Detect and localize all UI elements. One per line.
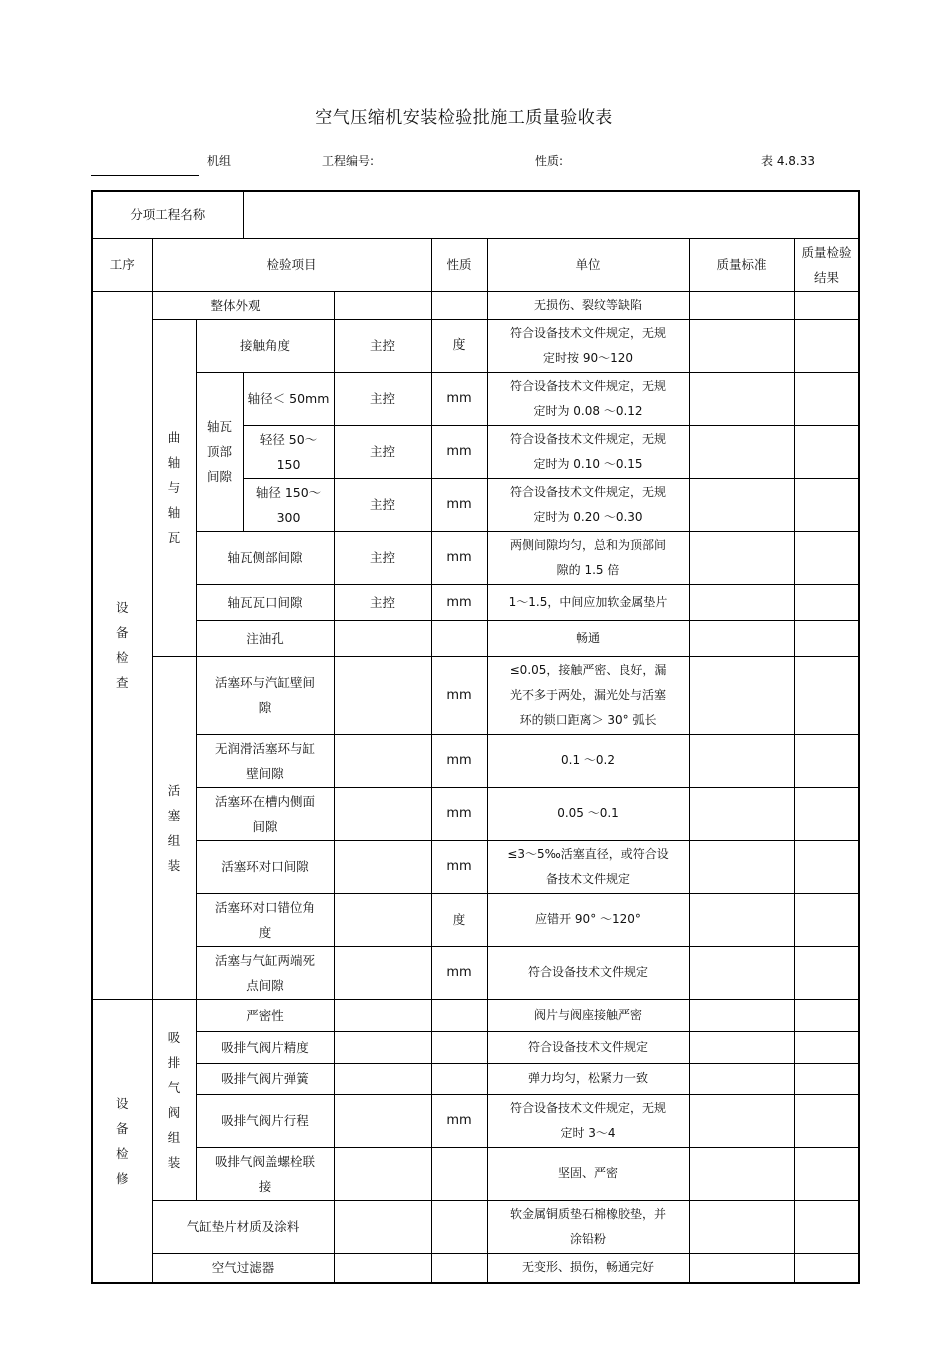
- table-row: [92, 946, 859, 999]
- standard-cell: 0.1 ～0.2: [487, 734, 689, 787]
- nature-cell: 主控: [334, 478, 431, 531]
- table-row: [92, 1094, 859, 1147]
- nature-label: 性质:: [535, 154, 564, 168]
- standard-cell: 符合设备技术文件规定: [487, 946, 689, 999]
- unit-cell: [431, 291, 487, 319]
- unit-cell: 度: [431, 893, 487, 946]
- nature-cell: [334, 291, 431, 319]
- standard-cell: 畅通: [487, 620, 689, 656]
- nature-cell: 主控: [334, 425, 431, 478]
- page-title: 空气压缩机安装检验批施工质量验收表: [315, 108, 613, 128]
- nature-cell: [334, 1031, 431, 1063]
- result-cell[interactable]: [689, 1200, 794, 1253]
- group-bearing-top-clearance: 轴瓦 顶部 间隙: [196, 372, 243, 531]
- group-crankshaft-bearing: 曲 轴 与 轴 瓦: [152, 319, 196, 656]
- unit-cell: [431, 999, 487, 1031]
- nature-cell: [334, 1147, 431, 1200]
- table-row: [92, 1147, 859, 1200]
- item-label: 整体外观: [152, 291, 334, 319]
- nature-cell: [334, 656, 431, 734]
- col-standard: 质量标准: [689, 238, 794, 291]
- conclusion-cell[interactable]: [794, 840, 859, 893]
- table-row: [92, 1253, 859, 1283]
- conclusion-cell[interactable]: [794, 1063, 859, 1094]
- item-label: 轴径＜ 50mm: [243, 372, 334, 425]
- col-process: 工序: [92, 238, 152, 291]
- nature-cell: [334, 1094, 431, 1147]
- column-header-row: [92, 238, 859, 291]
- col-nature: 性质: [431, 238, 487, 291]
- table-row: [92, 584, 859, 620]
- nature-cell: [334, 946, 431, 999]
- standard-cell: ≤0.05，接触严密、良好，漏 光不多于两处，漏光处与活塞 环的锁口距离＞ 30° 弧长: [487, 656, 689, 734]
- table-number: 表 4.8.33: [761, 154, 815, 168]
- result-cell[interactable]: [689, 620, 794, 656]
- sub-project-row: [92, 191, 859, 238]
- conclusion-cell[interactable]: [794, 291, 859, 319]
- item-label: 吸排气阀盖螺栓联 接: [196, 1147, 334, 1200]
- item-label: 吸排气阀片弹簧: [196, 1063, 334, 1094]
- nature-cell: [334, 1253, 431, 1283]
- item-label: 轴瓦侧部间隙: [196, 531, 334, 584]
- nature-cell: [334, 734, 431, 787]
- conclusion-cell[interactable]: [794, 372, 859, 425]
- result-cell[interactable]: [689, 478, 794, 531]
- standard-cell: 符合设备技术文件规定: [487, 1031, 689, 1063]
- standard-cell: 1～1.5，中间应加软金属垫片: [487, 584, 689, 620]
- unit-label: 机组: [207, 154, 232, 168]
- item-label: 无润滑活塞环与缸 壁间隙: [196, 734, 334, 787]
- table-row: [92, 531, 859, 584]
- conclusion-cell[interactable]: [794, 531, 859, 584]
- standard-cell: 阀片与阀座接触严密: [487, 999, 689, 1031]
- unit-cell: mm: [431, 656, 487, 734]
- result-cell[interactable]: [689, 319, 794, 372]
- result-cell[interactable]: [689, 999, 794, 1031]
- table-row: [92, 840, 859, 893]
- conclusion-cell[interactable]: [794, 1147, 859, 1200]
- conclusion-cell[interactable]: [794, 656, 859, 734]
- nature-cell: [334, 1200, 431, 1253]
- unit-cell: mm: [431, 946, 487, 999]
- item-label: 活塞环对口间隙: [196, 840, 334, 893]
- table-row: [92, 372, 859, 425]
- table-row: [92, 656, 859, 734]
- conclusion-cell[interactable]: [794, 478, 859, 531]
- unit-cell: [431, 1031, 487, 1063]
- conclusion-cell[interactable]: [794, 893, 859, 946]
- sub-project-value[interactable]: [243, 191, 859, 238]
- item-label: 轻径 50～ 150: [243, 425, 334, 478]
- conclusion-cell[interactable]: [794, 999, 859, 1031]
- item-label: 轴径 150～ 300: [243, 478, 334, 531]
- unit-cell: mm: [431, 787, 487, 840]
- unit-cell: [431, 1200, 487, 1253]
- table-row: [92, 291, 859, 319]
- item-label: 活塞环对口错位角 度: [196, 893, 334, 946]
- result-cell[interactable]: [689, 1253, 794, 1283]
- standard-cell: 无变形、损伤，畅通完好: [487, 1253, 689, 1283]
- result-cell[interactable]: [689, 1094, 794, 1147]
- unit-cell: 度: [431, 319, 487, 372]
- unit-cell: [431, 1063, 487, 1094]
- table-row: [92, 999, 859, 1031]
- unit-cell: mm: [431, 1094, 487, 1147]
- conclusion-cell[interactable]: [794, 584, 859, 620]
- result-cell[interactable]: [689, 734, 794, 787]
- table-row: [92, 1063, 859, 1094]
- item-label: 轴瓦瓦口间隙: [196, 584, 334, 620]
- standard-cell: 两侧间隙均匀，总和为顶部间 隙的 1.5 倍: [487, 531, 689, 584]
- standard-cell: 符合设备技术文件规定，无规 定时为 0.20 ～0.30: [487, 478, 689, 531]
- result-cell[interactable]: [689, 291, 794, 319]
- nature-cell: [334, 999, 431, 1031]
- nature-cell: 主控: [334, 319, 431, 372]
- nature-cell: [334, 893, 431, 946]
- sub-project-label: 分项工程名称: [92, 191, 243, 238]
- conclusion-cell[interactable]: [794, 319, 859, 372]
- nature-cell: [334, 620, 431, 656]
- result-cell[interactable]: [689, 893, 794, 946]
- nature-cell: [334, 787, 431, 840]
- unit-cell: mm: [431, 840, 487, 893]
- unit-cell: mm: [431, 584, 487, 620]
- result-cell[interactable]: [689, 531, 794, 584]
- nature-cell: 主控: [334, 584, 431, 620]
- standard-cell: 无损伤、裂纹等缺陷: [487, 291, 689, 319]
- conclusion-cell[interactable]: [794, 734, 859, 787]
- table-row: [92, 620, 859, 656]
- nature-cell: 主控: [334, 372, 431, 425]
- table-row: [92, 893, 859, 946]
- nature-cell: [334, 1063, 431, 1094]
- table-row: [92, 1200, 859, 1253]
- item-label: 吸排气阀片行程: [196, 1094, 334, 1147]
- conclusion-cell[interactable]: [794, 1253, 859, 1283]
- item-label: 严密性: [196, 999, 334, 1031]
- result-cell[interactable]: [689, 372, 794, 425]
- result-cell[interactable]: [689, 840, 794, 893]
- conclusion-cell[interactable]: [794, 1094, 859, 1147]
- result-cell[interactable]: [689, 656, 794, 734]
- standard-cell: 符合设备技术文件规定，无规 定时为 0.10 ～0.15: [487, 425, 689, 478]
- col-unit: 单位: [487, 238, 689, 291]
- conclusion-cell[interactable]: [794, 787, 859, 840]
- standard-cell: 软金属铜质垫石棉橡胶垫，并 涂铅粉: [487, 1200, 689, 1253]
- item-label: 接触角度: [196, 319, 334, 372]
- conclusion-cell[interactable]: [794, 1200, 859, 1253]
- standard-cell: 弹力均匀，松紧力一致: [487, 1063, 689, 1094]
- item-label: 气缸垫片材质及涂料: [152, 1200, 334, 1253]
- inspection-table: [91, 190, 860, 1284]
- unit-cell: [431, 620, 487, 656]
- standard-cell: 符合设备技术文件规定，无规 定时 3～4: [487, 1094, 689, 1147]
- item-label: 活塞与气缸两端死 点间隙: [196, 946, 334, 999]
- standard-cell: ≤3～5‰活塞直径，或符合设 备技术文件规定: [487, 840, 689, 893]
- table-row: [92, 1031, 859, 1063]
- unit-blank-line: [91, 175, 199, 176]
- group-valve-assembly: 吸 排 气 阀 组 装: [152, 999, 196, 1200]
- item-label: 吸排气阀片精度: [196, 1031, 334, 1063]
- result-cell[interactable]: [689, 1147, 794, 1200]
- conclusion-cell[interactable]: [794, 425, 859, 478]
- col-result: 质量检验结果: [794, 238, 859, 291]
- unit-cell: mm: [431, 372, 487, 425]
- unit-cell: mm: [431, 425, 487, 478]
- conclusion-cell[interactable]: [794, 946, 859, 999]
- result-cell[interactable]: [689, 946, 794, 999]
- result-cell[interactable]: [689, 787, 794, 840]
- col-item: 检验项目: [152, 238, 431, 291]
- project-number-label: 工程编号:: [322, 154, 375, 168]
- standard-cell: 0.05 ～0.1: [487, 787, 689, 840]
- item-label: 空气过滤器: [152, 1253, 334, 1283]
- conclusion-cell[interactable]: [794, 620, 859, 656]
- standard-cell: 符合设备技术文件规定，无规 定时为 0.08 ～0.12: [487, 372, 689, 425]
- item-label: 注油孔: [196, 620, 334, 656]
- standard-cell: 符合设备技术文件规定，无规 定时按 90～120: [487, 319, 689, 372]
- unit-cell: mm: [431, 478, 487, 531]
- group-equipment-repair: 设 备 检 修: [92, 999, 152, 1283]
- result-cell[interactable]: [689, 1063, 794, 1094]
- group-equipment-check: 设 备 检 查: [92, 291, 152, 999]
- unit-cell: [431, 1147, 487, 1200]
- result-cell[interactable]: [689, 1031, 794, 1063]
- item-label: 活塞环与汽缸壁间 隙: [196, 656, 334, 734]
- table-row: [92, 734, 859, 787]
- table-row: [92, 787, 859, 840]
- nature-cell: [334, 840, 431, 893]
- nature-cell: 主控: [334, 531, 431, 584]
- unit-cell: mm: [431, 531, 487, 584]
- table-row: [92, 319, 859, 372]
- result-cell[interactable]: [689, 584, 794, 620]
- standard-cell: 应错开 90° ～120°: [487, 893, 689, 946]
- unit-cell: mm: [431, 734, 487, 787]
- result-cell[interactable]: [689, 425, 794, 478]
- standard-cell: 坚固、严密: [487, 1147, 689, 1200]
- item-label: 活塞环在槽内侧面 间隙: [196, 787, 334, 840]
- group-piston-assembly: 活 塞 组 装: [152, 656, 196, 999]
- conclusion-cell[interactable]: [794, 1031, 859, 1063]
- unit-cell: [431, 1253, 487, 1283]
